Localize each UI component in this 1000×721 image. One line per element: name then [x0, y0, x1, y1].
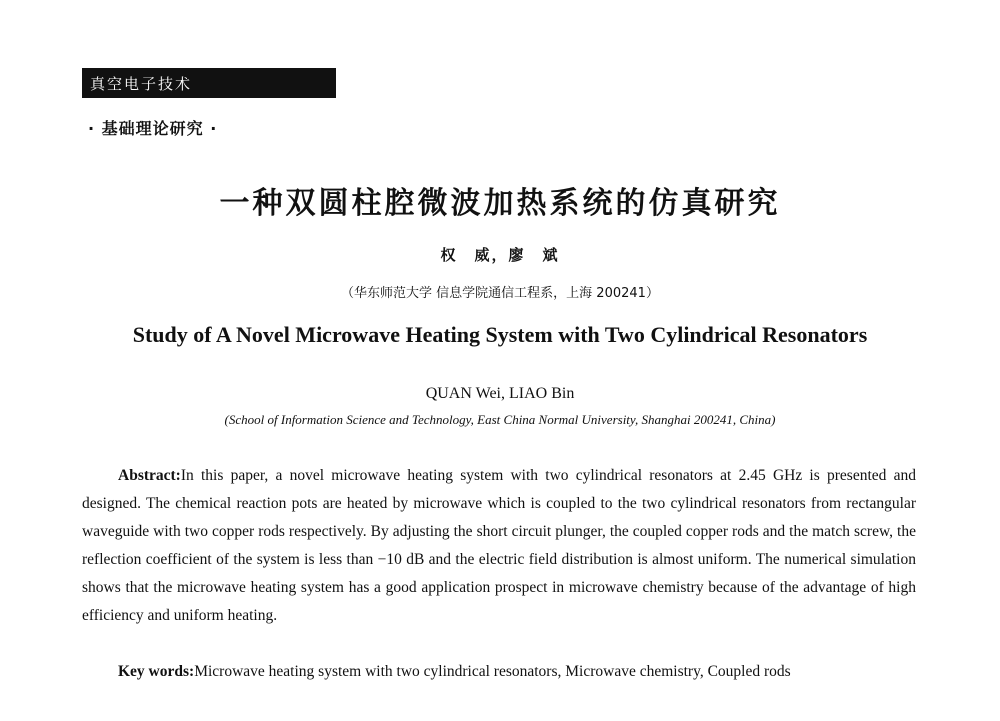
paper-title-chinese: 一种双圆柱腔微波加热系统的仿真研究 — [219, 186, 781, 221]
abstract-label: Abstract: — [118, 467, 181, 484]
keywords-label: Key words: — [118, 663, 195, 680]
authors-chinese: 权 威，廖 斌 — [440, 246, 560, 264]
affiliation-chinese: （华东师范大学 信息学院通信工程系，上海 200241） — [341, 286, 659, 301]
affiliation-english: (School of Information Science and Technology, East China Normal University, Shanghai 200241, China) — [224, 412, 776, 427]
authors-english: QUAN Wei, LIAO Bin — [425, 385, 575, 402]
keywords-text: Microwave heating system with two cylindrical resonators, Microwave chemistry, Coupled rods — [194, 663, 791, 680]
abstract — [82, 462, 916, 630]
journal-header-bar — [82, 68, 336, 98]
section-label: · 基础理论研究 · — [88, 119, 218, 138]
abstract-text: In this paper, a novel microwave heating system with two cylindrical resonators at 2.45 GHz is presented and designed. The chemical reaction pots are heated by microwave which is coupled to the two cylindrical resonators from rectangular waveguide with two copper rods respectively. By adjusting the short circuit plunger, the coupled copper rods and the match screw, the reflection coefficient of the system is less than −10 dB and the electric field distribution is almost uniform. The numerical simulation shows that the microwave heating system has a good application prospect in microwave chemistry because of the advantage of high efficiency and uniform heating. — [82, 467, 916, 624]
keywords — [82, 658, 916, 686]
journal-title: 真空电子技术 — [90, 74, 193, 93]
paper-title-english: Study of A Novel Microwave Heating System with Two Cylindrical Resonators — [132, 322, 868, 347]
